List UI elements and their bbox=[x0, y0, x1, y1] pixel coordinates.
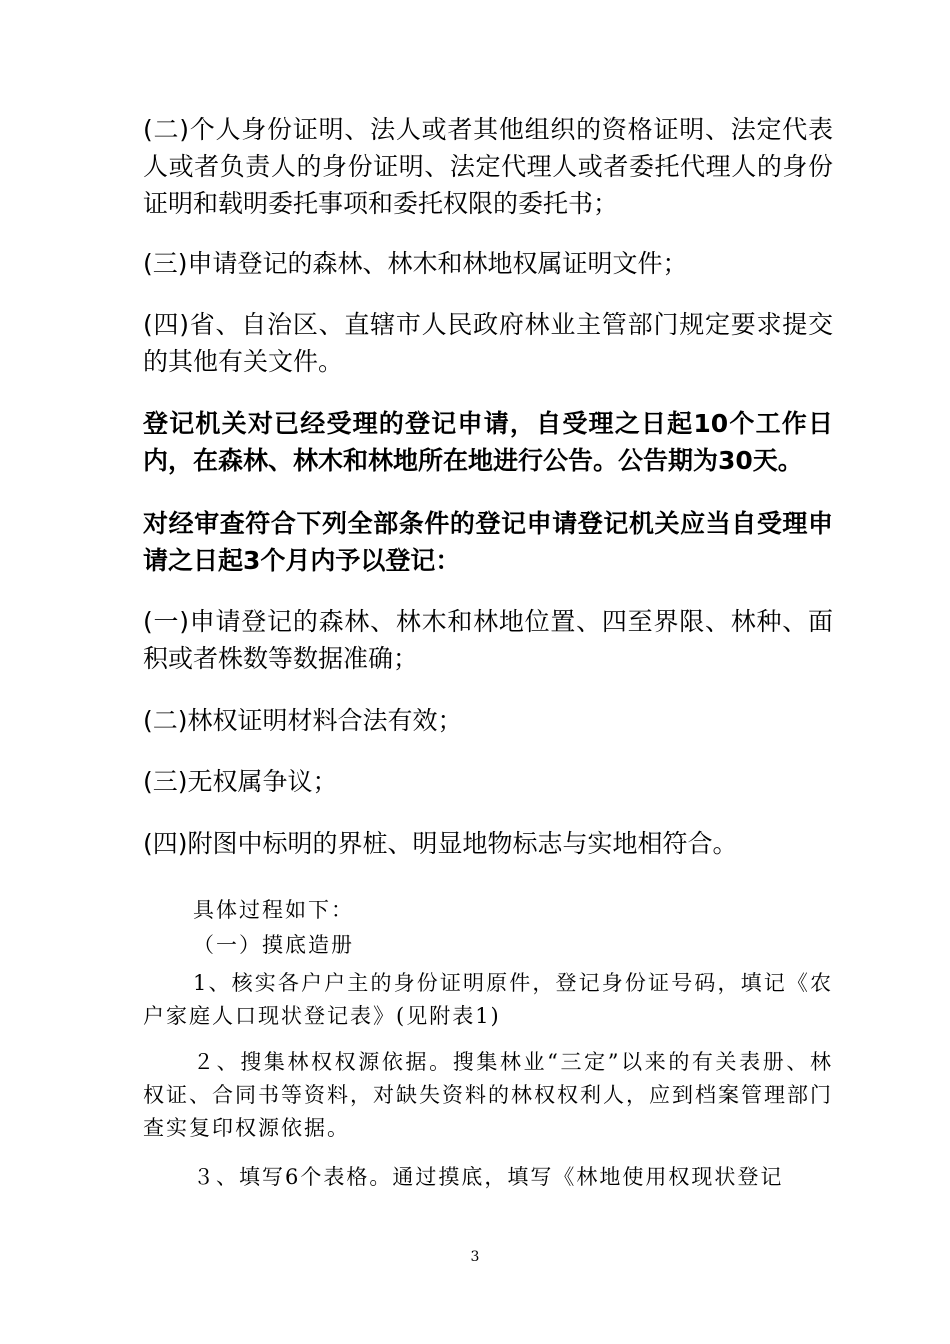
paragraph-ownership-documents: (三)申请登记的森林、林木和林地权属证明文件； bbox=[143, 249, 688, 278]
process-section-title: （一）摸底造册 bbox=[193, 933, 354, 957]
paragraph-condition-3: (三)无权属争议； bbox=[143, 767, 338, 796]
paragraph-condition-1: (一)申请登记的森林、林木和林地位置、四至界限、林种、面积或者株数等数据准确； bbox=[143, 607, 833, 673]
paragraph-other-documents: (四)省、自治区、直辖市人民政府林业主管部门规定要求提交的其他有关文件。 bbox=[143, 310, 833, 376]
process-item-2: ２、搜集林权权源依据。搜集林业“三定”以来的有关表册、林权证、合同书等资料，对缺失资料的林权权利人，应到档案管理部门查实复印权源依据。 bbox=[143, 1050, 833, 1140]
paragraph-condition-2: (二)林权证明材料合法有效； bbox=[143, 706, 463, 735]
process-intro: 具体过程如下： bbox=[193, 898, 354, 922]
process-item-1: 1、核实各户户主的身份证明原件，登记身份证号码，填记《农户家庭人口现状登记表》(见附表1) bbox=[143, 971, 833, 1028]
page-number: 3 bbox=[470, 1249, 480, 1265]
process-item-3: ３、填写6个表格。通过摸底，填写《林地使用权现状登记 bbox=[193, 1165, 784, 1189]
paragraph-registration-conditions: 对经审查符合下列全部条件的登记申请登记机关应当自受理申请之日起3个月内予以登记： bbox=[143, 509, 833, 575]
paragraph-identity-documents: (二)个人身份证明、法人或者其他组织的资格证明、法定代表人或者负责人的身份证明、法定代理人或者委托代理人的身份证明和载明委托事项和委托权限的委托书； bbox=[143, 115, 833, 218]
paragraph-announcement: 登记机关对已经受理的登记申请，自受理之日起10个工作日内，在森林、林木和林地所在地进行公告。公告期为30天。 bbox=[143, 409, 833, 475]
paragraph-condition-4: (四)附图中标明的界桩、明显地物标志与实地相符合。 bbox=[143, 829, 738, 858]
